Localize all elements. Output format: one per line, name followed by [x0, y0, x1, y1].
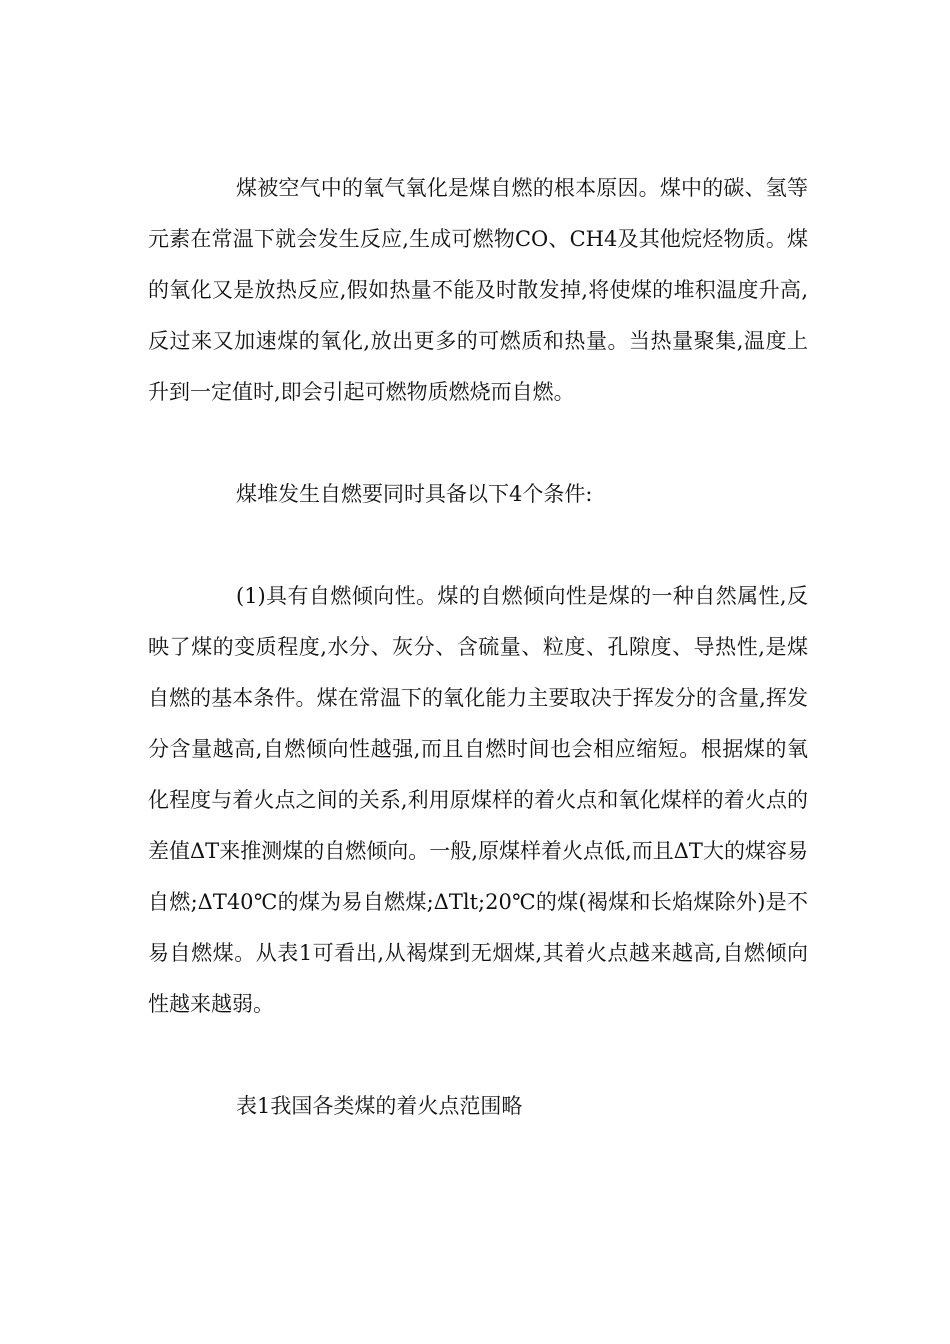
paragraph-conditions-intro: 煤堆发生自燃要同时具备以下4个条件:	[236, 482, 593, 506]
document-body	[148, 163, 808, 1132]
paragraph-condition-1: (1)具有自燃倾向性。煤的自燃倾向性是煤的一种自然属性,反映了煤的变质程度,水分、灰分、含硫量、粒度、孔隙度、导热性,是煤自燃的基本条件。煤在常温下的氧化能力主要取决于挥发分的含量,挥发分含量越高,自燃倾向性越强,而且自燃时间也会相应缩短。根据煤的氧化程度与着火点之间的关系,利用原煤样的着火点和氧化煤样的着火点的差值ΔT来推测煤的自燃倾向。一般,原煤样着火点低,而且ΔT大的煤容易自燃;ΔT40℃的煤为易自燃煤;ΔTlt;20℃的煤(褐煤和长焰煤除外)是不易自燃煤。从表1可看出,从褐煤到无烟煤,其着火点越来越高,自燃倾向性越来越弱。	[148, 584, 808, 1016]
paragraph-coal-oxidation-cause: 煤被空气中的氧气氧化是煤自燃的根本原因。煤中的碳、氢等元素在常温下就会发生反应,生成可燃物CO、CH4及其他烷烃物质。煤的氧化又是放热反应,假如热量不能及时散发掉,将使煤的堆积温度升高,反过来又加速煤的氧化,放出更多的可燃质和热量。当热量聚集,温度上升到一定值时,即会引起可燃物质燃烧而自燃。	[148, 176, 808, 404]
table-caption: 表1我国各类煤的着火点范围略	[236, 1094, 523, 1118]
